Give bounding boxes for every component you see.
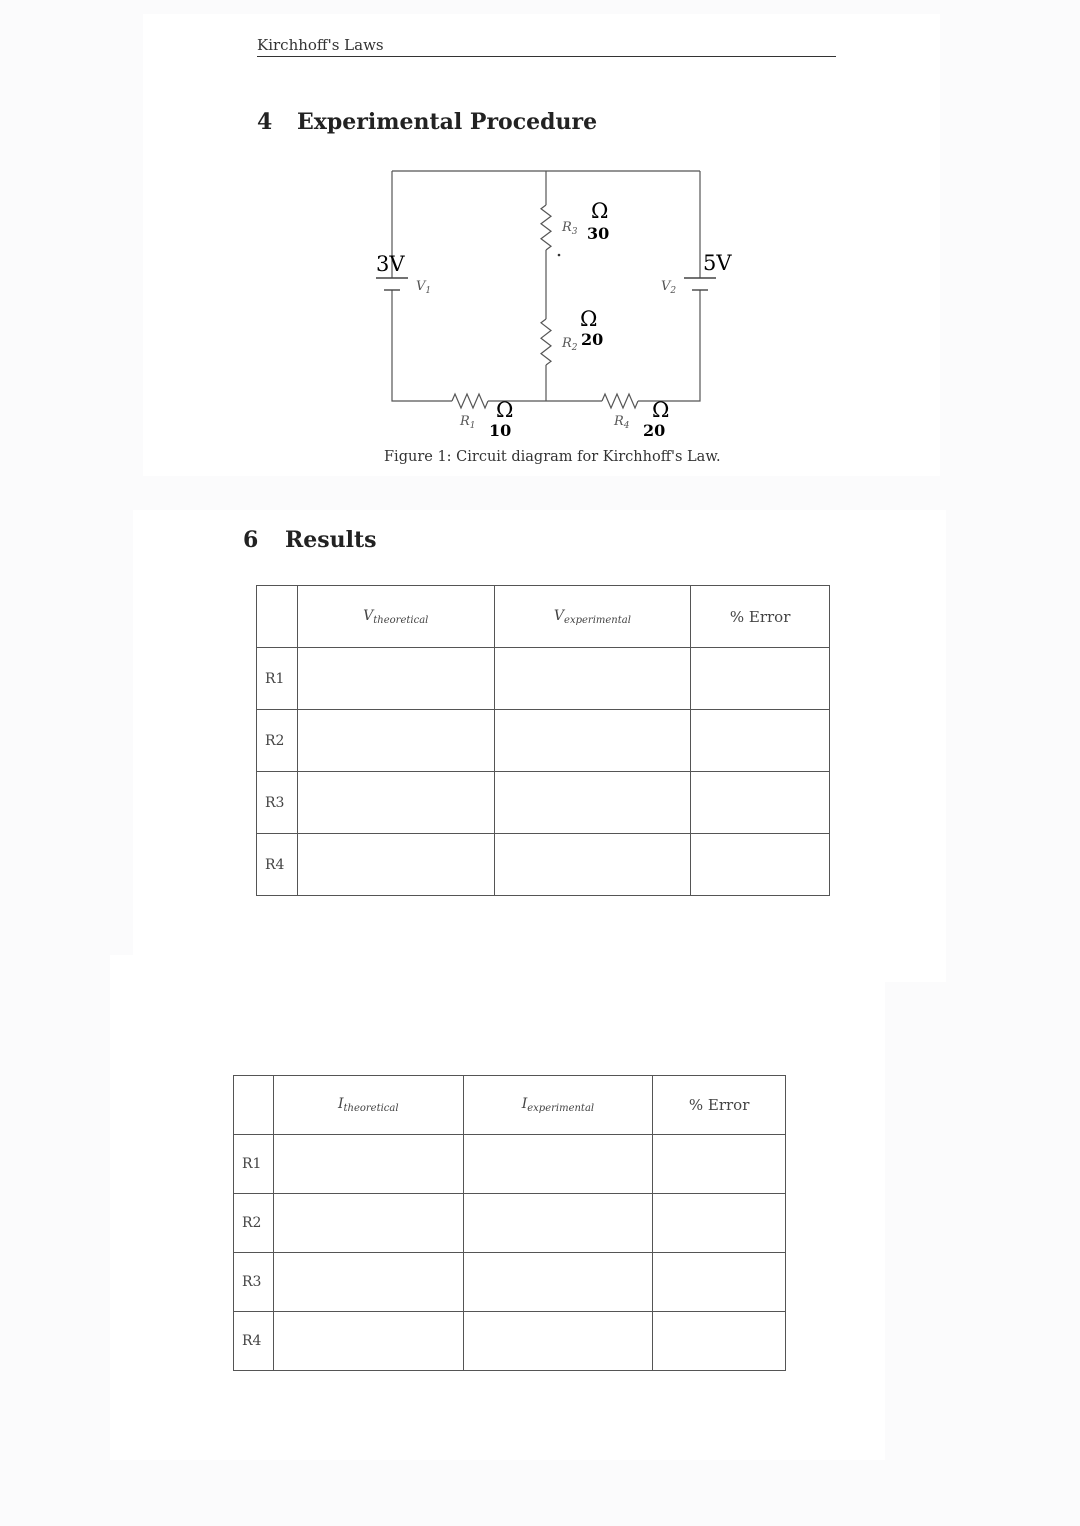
handwritten-ohm-r3: Ω [591,199,609,223]
running-head: Kirchhoff's Laws [257,36,384,54]
empty-cell[interactable] [273,1253,463,1312]
empty-cell[interactable] [691,710,830,772]
wire-right-bottom [638,290,700,401]
handwritten-r1: 10 [489,421,512,440]
section-number: 6 [243,527,259,553]
figure-caption: Figure 1: Circuit diagram for Kirchhoff's Law. [384,449,721,465]
corner-cell [234,1076,274,1135]
handwritten-ohm-r4: Ω [652,398,670,422]
table-row [234,1135,786,1194]
header-v-theoretical: $V_{theoretical}$ [297,586,494,648]
handwritten-r4: 20 [643,421,666,440]
header-error: % Error [653,1076,786,1135]
row-label: R4 [234,1312,274,1371]
table-row [257,710,830,772]
empty-cell[interactable] [297,648,494,710]
empty-cell[interactable] [494,834,691,896]
header-i-theoretical: $I_{theoretical}$ [273,1076,463,1135]
empty-cell[interactable] [463,1194,653,1253]
table-row [234,1253,786,1312]
empty-cell[interactable] [653,1135,786,1194]
current-table [233,1075,786,1371]
header-error: % Error [691,586,830,648]
empty-cell[interactable] [463,1253,653,1312]
label-r3: $R_3$ [562,220,578,237]
empty-cell[interactable] [653,1312,786,1371]
empty-cell[interactable] [691,648,830,710]
resistor-r1 [452,394,488,408]
label-r1: $R_1$ [460,414,476,431]
section-title: Results [285,527,377,553]
table-row [257,834,830,896]
circuit-diagram [0,0,1080,480]
table-row [257,648,830,710]
corner-cell [257,586,298,648]
resistor-r3 [541,205,551,250]
empty-cell[interactable] [691,772,830,834]
label-r2: $R_2$ [562,336,578,353]
header-i-experimental: $I_{experimental}$ [463,1076,653,1135]
row-label: R2 [234,1194,274,1253]
empty-cell[interactable] [653,1194,786,1253]
empty-cell[interactable] [297,710,494,772]
table-header-row [234,1076,786,1135]
empty-cell[interactable] [653,1253,786,1312]
voltage-table [256,585,830,896]
section-6-heading [243,527,377,553]
resistor-r4 [602,394,638,408]
empty-cell[interactable] [691,834,830,896]
table-row [234,1312,786,1371]
empty-cell[interactable] [463,1312,653,1371]
table-row [234,1194,786,1253]
section-title: Experimental Procedure [297,109,598,135]
table-row [257,772,830,834]
handwritten-r3: 30 [587,224,610,243]
label-r4: $R_4$ [614,414,630,431]
section-number: 4 [257,109,273,135]
row-label: R3 [234,1253,274,1312]
row-label: R1 [257,648,298,710]
empty-cell[interactable] [273,1312,463,1371]
empty-cell[interactable] [273,1135,463,1194]
row-label: R1 [234,1135,274,1194]
row-label: R3 [257,772,298,834]
empty-cell[interactable] [273,1194,463,1253]
handwritten-r2: 20 [581,330,604,349]
empty-cell[interactable] [494,772,691,834]
wire-left-bottom [392,290,452,401]
row-label: R4 [257,834,298,896]
label-v2: $V_2$ [661,279,677,296]
empty-cell[interactable] [297,772,494,834]
handwritten-ohm-r1: Ω [496,398,514,422]
table-header-row [257,586,830,648]
empty-cell[interactable] [494,710,691,772]
header-v-experimental: $V_{experimental}$ [494,586,691,648]
resistor-r2 [541,319,551,365]
empty-cell[interactable] [494,648,691,710]
handwritten-v1: 3V [376,252,405,276]
label-v1: $V_1$ [416,279,432,296]
empty-cell[interactable] [297,834,494,896]
row-label: R2 [257,710,298,772]
handwritten-v2: 5V [703,251,732,275]
empty-cell[interactable] [463,1135,653,1194]
dot-mark [558,254,561,257]
handwritten-ohm-r2: Ω [580,307,598,331]
